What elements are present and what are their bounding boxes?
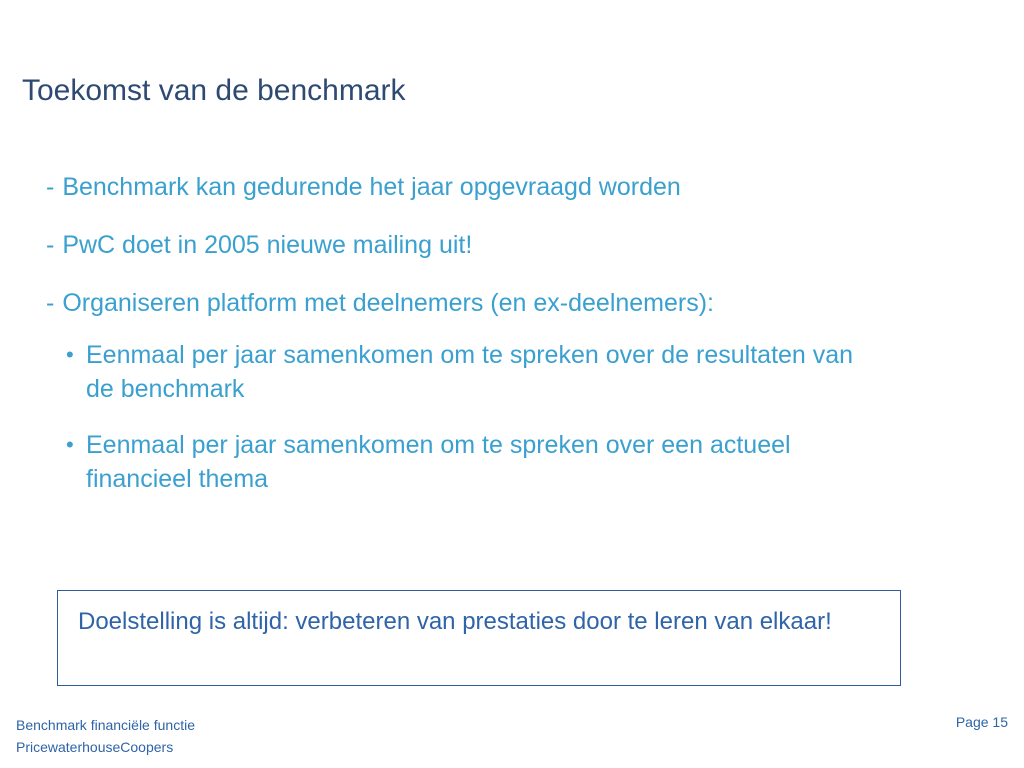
sub-bullet-text: Eenmaal per jaar samenkomen om te spreken over een actueel financieel thema: [86, 431, 791, 493]
footer-left: [16, 714, 195, 758]
bullet-dot: •: [66, 432, 74, 457]
dash-marker: -: [46, 173, 55, 201]
bullet-text: Organiseren platform met deelnemers (en ex-deelnemers):: [62, 289, 715, 317]
sub-bullet-item: [46, 428, 946, 496]
bullet-item: [46, 286, 946, 320]
bullet-text: PwC doet in 2005 nieuwe mailing uit!: [62, 231, 473, 259]
sub-bullet-text: Eenmaal per jaar samenkomen om te spreken over de resultaten van de benchmark: [86, 341, 854, 403]
goal-box: [57, 590, 901, 686]
dash-marker: -: [46, 289, 55, 317]
dash-marker: -: [46, 231, 55, 259]
bullet-item: [46, 170, 946, 204]
bullet-text: Benchmark kan gedurende het jaar opgevraagd worden: [62, 173, 681, 201]
bullet-list: [46, 170, 946, 518]
sub-bullet-item: [46, 338, 946, 406]
page-number: Page 15: [955, 714, 1008, 730]
footer-title: Benchmark financiële functie: [16, 717, 195, 733]
goal-text: Doelstelling is altijd: verbeteren van prestaties door te leren van elkaar!: [78, 608, 832, 635]
bullet-dot: •: [66, 342, 74, 367]
footer-company: PricewaterhouseCoopers: [16, 739, 174, 755]
bullet-item: [46, 228, 946, 262]
slide-title: Toekomst van de benchmark: [22, 74, 406, 107]
